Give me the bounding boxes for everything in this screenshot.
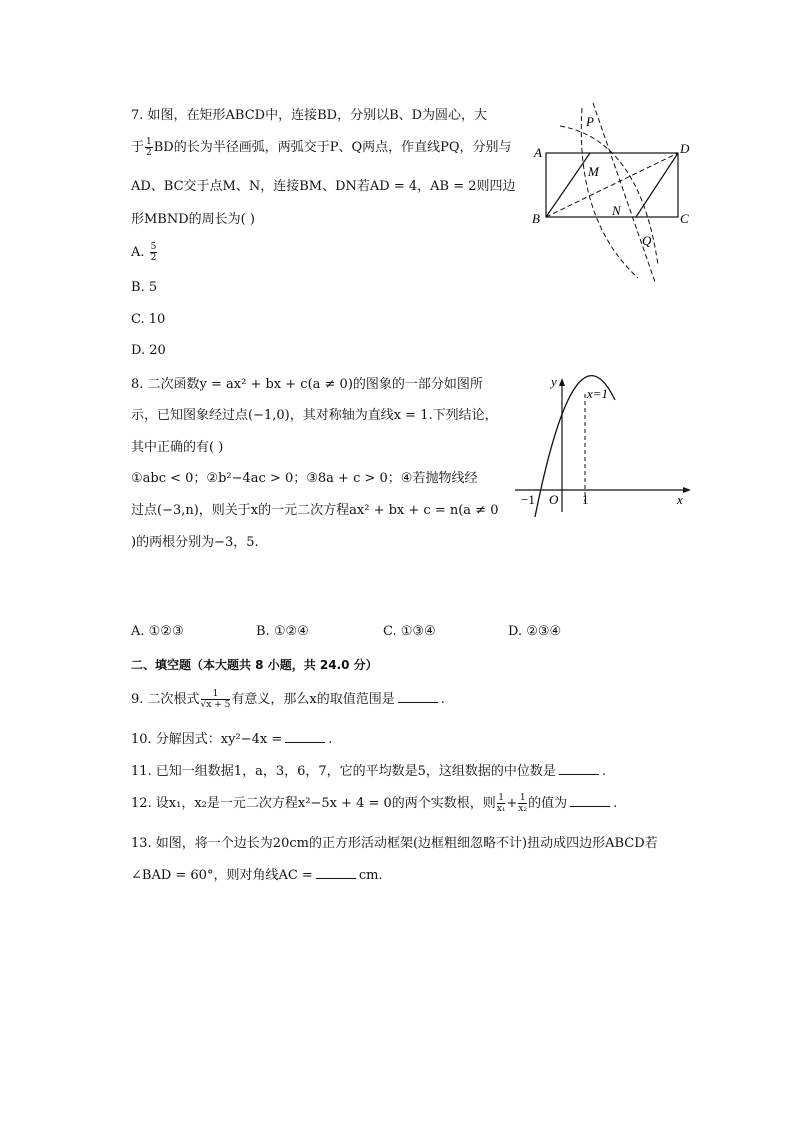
q7-line2-post: BD的长为半径画弧，两弧交于P、Q两点，作直线PQ，分别与 [153,140,512,155]
label-neg1: −1 [521,492,535,507]
q12-fraction-1 [497,793,506,814]
q9-frac-den: √x + 5 [200,700,231,710]
q8-option-a: A. ①②③ [131,624,184,639]
q13-line2-pre: ∠BAD = 60°，则对角线AC = [131,868,313,883]
label-origin: O [549,492,559,507]
q7-option-a-fraction [150,242,158,263]
segment-bm [546,153,590,217]
q8-line1: 8. 二次函数y = ax² + bx + c(a ≠ 0)的图象的一部分如图所 [131,377,483,392]
q13-line1: 13. 如图，将一个边长为20cm的正方形活动框架(边框粗细忽略不计)扭动成四边形ABCD若 [131,836,658,851]
label-a: A [534,145,542,160]
q9-fraction [201,689,231,710]
q9-post: 有意义，那么x的取值范围是 [231,692,395,707]
q8-line2: 示，已知图象经过点(−1,0)，其对称轴为直线x = 1.下列结论， [131,408,498,423]
q9 [131,688,445,710]
q12-answer-blank[interactable] [570,794,610,807]
q7-option-a-label: A. [131,245,145,260]
q12-end: . [613,796,618,811]
q12-frac2-num: 1 [519,793,526,803]
x-axis-arrow [683,487,691,493]
section-heading-fill-blank: 二、填空题（本大题共 8 小题，共 24.0 分） [131,658,378,672]
label-q: Q [642,233,652,248]
line-pq [593,103,655,282]
q9-frac-num: 1 [201,689,231,700]
segment-dn [636,153,678,217]
q8-line3: 其中正确的有( ) [131,440,224,455]
q9-answer-blank[interactable] [398,690,438,703]
q7-option-d: D. 20 [131,343,166,358]
q7-figure [520,100,700,290]
label-n: N [612,203,621,218]
q9-pre: 9. 二次根式 [131,692,200,707]
label-b: B [532,211,540,226]
q13-line2-post: cm. [358,868,383,883]
q7-opt-a-num: 5 [150,242,157,252]
q7-line1: 7. 如图，在矩形ABCD中，连接BD，分别以B、D为圆心，大 [131,108,488,123]
q12-frac1-den: x₁ [496,804,506,814]
q8-option-d: D. ②③④ [508,624,562,639]
q12-frac1-num: 1 [498,793,504,803]
label-one: 1 [582,492,589,507]
q9-end: . [440,692,445,707]
label-d: D [680,141,690,156]
q12 [131,792,617,814]
q11 [131,760,606,779]
q8-option-b: B. ①②④ [256,624,309,639]
q11-end: . [601,764,607,779]
q7-frac-num: 1 [146,137,152,147]
q7-opt-a-den: 2 [150,253,157,263]
q10-pre: 10. 分解因式：xy²−4x = [131,732,283,747]
q12-post: 的值为 [528,796,568,811]
q8-line6: )的两根分别为−3，5. [131,535,259,550]
q13-line2 [131,864,383,883]
q8-option-c: C. ①③④ [383,624,436,639]
q7-line4: 形MBND的周长为( ) [131,212,255,227]
q12-pre: 12. 设x₁，x₂是一元二次方程x²−5x + 4 = 0的两个实数根，则 [131,796,496,811]
label-c: C [680,211,689,226]
q12-frac2-den: x₂ [518,804,528,814]
label-p: P [586,114,594,129]
q10 [131,728,332,747]
label-m: M [588,164,599,179]
q8-line4: ①abc < 0；②b²−4ac > 0；③8a + c > 0；④若抛物线经 [131,471,478,486]
q7-frac-den: 2 [146,148,152,158]
q7-option-b: B. 5 [131,280,158,295]
q11-pre: 11. 已知一组数据1，a，3，6，7，它的平均数是5，这组数据的中位数是 [131,764,556,779]
q7-option-c: C. 10 [131,312,166,327]
arc-from-d [581,108,638,278]
q12-plus: + [506,796,518,811]
y-axis-arrow [559,378,565,386]
q7-line2-pre: 于 [131,140,145,155]
q10-end: . [328,732,333,747]
label-x: x [677,492,683,507]
label-x-equals-1: x=1 [587,386,609,401]
q7-fraction [145,137,153,158]
q11-answer-blank[interactable] [559,762,599,775]
q7-line2 [131,136,512,158]
q13-answer-blank[interactable] [316,866,356,879]
label-y: y [551,374,557,389]
q7-option-a [131,242,158,263]
q8-line5: 过点(−3,n)，则关于x的一元二次方程ax² + bx + c = n(a ≠ 0 [131,503,499,518]
q7-line3: AD、BC交于点M、N，连接BM、DN若AD = 4，AB = 2则四边 [131,179,516,194]
q8-figure [515,372,695,522]
q10-answer-blank[interactable] [285,730,325,743]
q12-fraction-2 [518,793,527,814]
